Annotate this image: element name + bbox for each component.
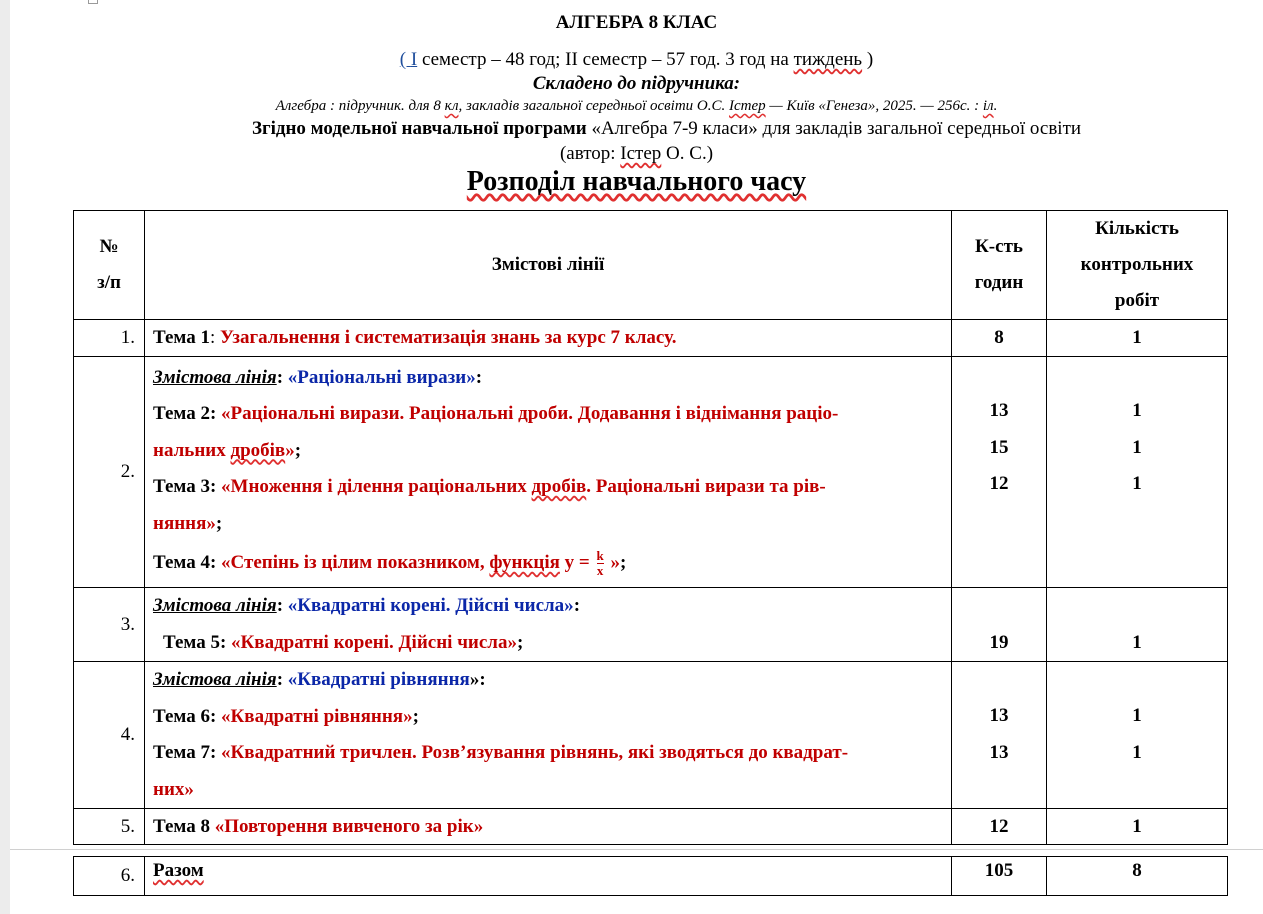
textbook-reference: Алгебра : підручник. для 8 кл, закладів загальної середньої освіти О.С. Істер — Київ «Генеза», 2025. — 256с. : іл.: [275, 98, 998, 114]
page-break: [10, 849, 1263, 854]
distribution-heading: Розподіл навчального часу: [466, 166, 807, 197]
row-number: 5.: [74, 809, 145, 845]
row-number: 3.: [74, 588, 145, 662]
row-number: 1.: [74, 320, 145, 357]
document-title: АЛГЕБРА 8 КЛАС: [555, 12, 718, 33]
total-hours: 105: [952, 857, 1047, 896]
total-row: [74, 857, 1228, 896]
program-author: (автор: Істер О. С.): [559, 143, 714, 164]
topic-cell: Змістова лінія: «Квадратні рівняння»: Тема 6: «Квадратні рівняння»; Тема 7: «Квадратний тричлен. Розв’язування рівнянь, які зводяться до квадрат- них»: [145, 662, 952, 809]
tests-cell: 1: [1047, 320, 1228, 357]
compiled-for-textbook: Складено до підручника:: [532, 73, 741, 94]
hours-cell: 13 13: [952, 662, 1047, 809]
row-number: 6.: [74, 857, 145, 896]
header-number: № з/п: [74, 211, 145, 320]
fraction-k-over-x: $\frac{k}{x}$: [596, 548, 604, 579]
table-row: [74, 357, 1228, 588]
total-label: Разом: [145, 857, 952, 896]
table-row: [74, 809, 1228, 845]
hours-cell: 12: [952, 809, 1047, 845]
hours-cell: 19: [952, 588, 1047, 662]
total-table: [73, 856, 1228, 896]
topic-cell: Тема 8 «Повторення вивченого за рік»: [145, 809, 952, 845]
topic-cell: Тема 1: Узагальнення і систематизація знань за курс 7 класу.: [145, 320, 952, 357]
topic-cell: Змістова лінія: «Квадратні корені. Дійсні числа»: Тема 5: «Квадратні корені. Дійсні числа»;: [145, 588, 952, 662]
row-number: 4.: [74, 662, 145, 809]
spellcheck-word: тиждень: [793, 49, 863, 70]
topic-cell: Змістова лінія: «Раціональні вирази»: Тема 2: «Раціональні вирази. Раціональні дроби. Додавання і віднімання раціо- нальних дробів»; Тема 3: «Множення і ділення раціональних дробів. Раціональні вирази та рів- няння»; Тема 4: «Степінь із цілим показником, функція у = $\frac{k}{x}$ »;: [145, 357, 952, 588]
tests-cell: 1 1: [1047, 662, 1228, 809]
table-row: [74, 588, 1228, 662]
header-topic: Змістові лінії: [145, 211, 952, 320]
table-row: [74, 662, 1228, 809]
hours-cell: 13 15 12: [952, 357, 1047, 588]
curriculum-table: [73, 210, 1228, 845]
header-hours: К-сть годин: [952, 211, 1047, 320]
hours-cell: 8: [952, 320, 1047, 357]
program-reference: Згідно модельної навчальної програми «Алгебра 7-9 класи» для закладів загальної середньої освіти: [251, 118, 1082, 139]
tests-cell: 1 1 1: [1047, 357, 1228, 588]
header-tests: Кількість контрольних робіт: [1047, 211, 1228, 320]
semester-paren: ( I: [399, 49, 418, 70]
row-number: 2.: [74, 357, 145, 588]
tests-cell: 1: [1047, 809, 1228, 845]
page-corner-marker: [88, 0, 98, 4]
tests-cell: 1: [1047, 588, 1228, 662]
semester-hours-line: ( I семестр – 48 год; ІІ семестр – 57 год. 3 год на тиждень ): [399, 49, 874, 70]
table-header-row: [74, 211, 1228, 320]
table-row: [74, 320, 1228, 357]
total-tests: 8: [1047, 857, 1228, 896]
